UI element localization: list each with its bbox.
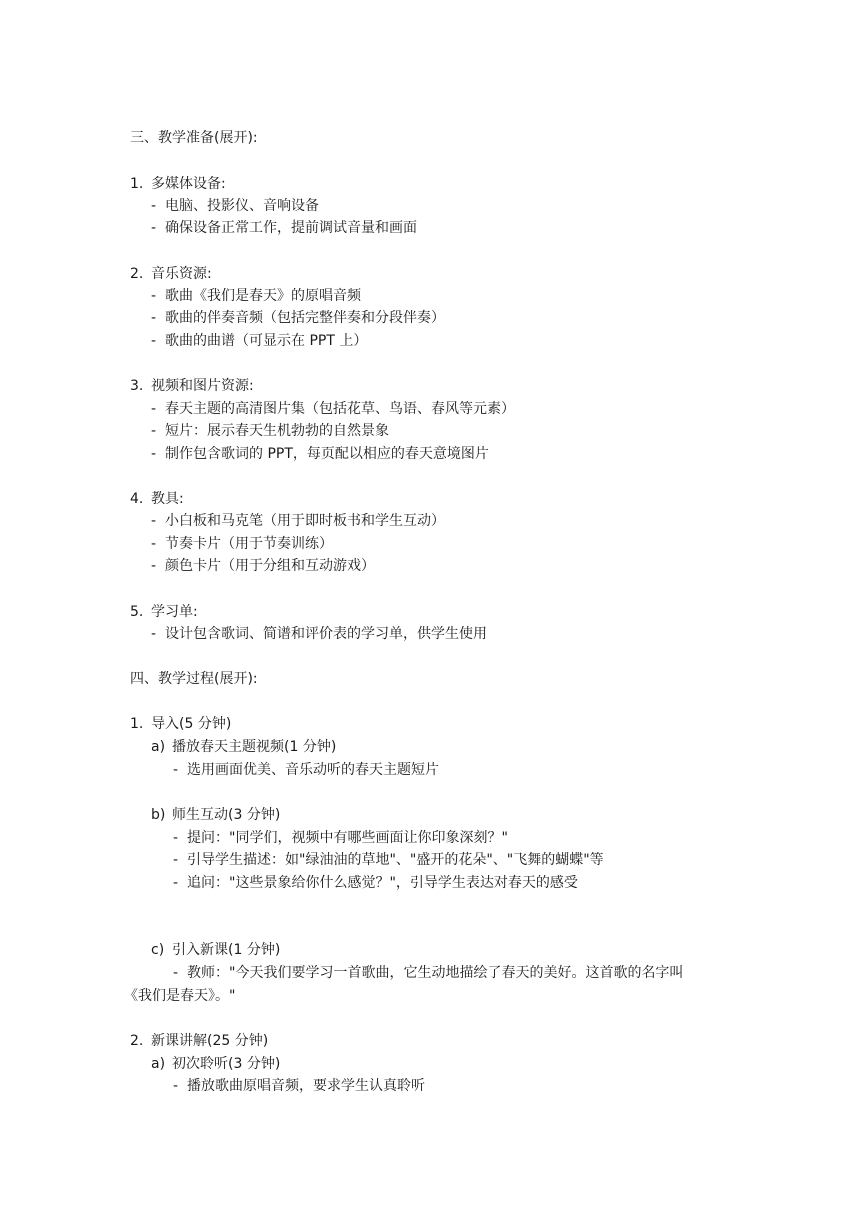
substep-label: b) — [151, 807, 166, 823]
prep-item-1 — [130, 175, 226, 193]
bullet-dash: - — [173, 875, 179, 891]
substep-title: 播放春天主题视频(1 分钟) — [172, 739, 337, 755]
list-item — [151, 309, 445, 327]
substep-label: a) — [151, 739, 166, 755]
list-item-text: 小白板和马克笔（用于即时板书和学生互动） — [165, 513, 445, 529]
list-item-text: 歌曲的伴奏音频（包括完整伴奏和分段伴奏） — [165, 310, 445, 326]
bullet-dash: - — [151, 423, 157, 439]
list-item — [173, 829, 508, 847]
list-item-title: 音乐资源: — [151, 266, 212, 282]
list-item — [151, 512, 445, 530]
list-item-text: 追问："这些景象给你什么感觉？"，引导学生表达对春天的感受 — [187, 875, 578, 891]
list-item — [151, 287, 361, 305]
list-item — [151, 422, 389, 440]
list-item — [151, 219, 417, 237]
prep-item-3 — [130, 377, 254, 395]
list-item-text: 春天主题的高清图片集（包括花草、鸟语、春风等元素） — [165, 401, 515, 417]
list-item-text: 确保设备正常工作，提前调试音量和画面 — [165, 220, 417, 236]
section-heading-prep: 三、教学准备(展开): — [130, 130, 258, 146]
list-item — [151, 625, 487, 643]
bullet-dash: - — [173, 1078, 179, 1094]
substep-b — [151, 806, 280, 824]
list-item-text: 歌曲《我们是春天》的原唱音频 — [165, 288, 361, 304]
list-item-text: 短片：展示春天生机勃勃的自然景象 — [165, 423, 389, 439]
list-item-text: 提问："同学们，视频中有哪些画面让你印象深刻？" — [187, 830, 508, 846]
section-heading-process: 四、教学过程(展开): — [130, 671, 258, 687]
list-item-text: 颜色卡片（用于分组和互动游戏） — [165, 558, 375, 574]
substep-title: 引入新课(1 分钟) — [172, 942, 281, 958]
bullet-dash: - — [151, 310, 157, 326]
substep-c — [151, 941, 280, 959]
list-number: 4. — [130, 491, 144, 507]
substep-label: a) — [151, 1056, 166, 1072]
process-step-1 — [130, 715, 231, 733]
bullet-dash: - — [151, 401, 157, 417]
step-title: 导入(5 分钟) — [151, 716, 232, 732]
list-number: 1. — [130, 176, 144, 192]
substep-title: 初次聆听(3 分钟) — [172, 1056, 281, 1072]
prep-item-2 — [130, 265, 212, 283]
list-item-text: 播放歌曲原唱音频，要求学生认真聆听 — [187, 1078, 425, 1094]
bullet-dash: - — [151, 446, 157, 462]
substep-title: 师生互动(3 分钟) — [172, 807, 281, 823]
list-number: 2. — [130, 266, 144, 282]
bullet-dash: - — [151, 333, 157, 349]
bullet-dash: - — [151, 626, 157, 642]
substep-a — [151, 1055, 280, 1073]
list-item — [151, 445, 489, 463]
list-item-title: 教具: — [151, 491, 184, 507]
list-number: 1. — [130, 716, 144, 732]
list-item-text: 引导学生描述：如"绿油油的草地"、"盛开的花朵"、"飞舞的蝴蝶"等 — [187, 852, 604, 868]
list-item-text: 节奏卡片（用于节奏训练） — [165, 536, 333, 552]
list-item — [173, 874, 578, 892]
list-item-title: 多媒体设备: — [151, 176, 226, 192]
list-item-continuation: 《我们是春天》。" — [124, 988, 236, 1004]
bullet-dash: - — [173, 830, 179, 846]
bullet-dash: - — [151, 558, 157, 574]
bullet-dash: - — [151, 513, 157, 529]
bullet-dash: - — [173, 965, 179, 981]
prep-item-5 — [130, 603, 198, 621]
list-item — [151, 535, 333, 553]
list-item-title: 学习单: — [151, 604, 198, 620]
list-item — [173, 761, 439, 779]
bullet-dash: - — [151, 220, 157, 236]
list-item-title: 视频和图片资源: — [151, 378, 254, 394]
list-item-text: 电脑、投影仪、音响设备 — [165, 198, 319, 214]
list-number: 2. — [130, 1033, 144, 1049]
step-title: 新课讲解(25 分钟) — [151, 1033, 269, 1049]
list-item — [151, 557, 375, 575]
prep-item-4 — [130, 490, 184, 508]
bullet-dash: - — [173, 852, 179, 868]
process-step-2 — [130, 1032, 268, 1050]
list-item-text: 教师："今天我们要学习一首歌曲，它生动地描绘了春天的美好。这首歌的名字叫 — [187, 965, 684, 981]
substep-label: c) — [151, 942, 165, 958]
list-item — [173, 851, 604, 869]
list-item — [151, 400, 515, 418]
list-item — [151, 332, 367, 350]
list-number: 3. — [130, 378, 144, 394]
list-item — [151, 197, 319, 215]
list-item-text: 制作包含歌词的 PPT，每页配以相应的春天意境图片 — [165, 446, 489, 462]
list-item-text: 歌曲的曲谱（可显示在 PPT 上） — [165, 333, 368, 349]
bullet-dash: - — [151, 288, 157, 304]
list-number: 5. — [130, 604, 144, 620]
bullet-dash: - — [151, 198, 157, 214]
list-item-text: 设计包含歌词、简谱和评价表的学习单，供学生使用 — [165, 626, 487, 642]
list-item — [173, 964, 683, 982]
bullet-dash: - — [151, 536, 157, 552]
bullet-dash: - — [173, 762, 179, 778]
list-item-text: 选用画面优美、音乐动听的春天主题短片 — [187, 762, 439, 778]
list-item — [173, 1077, 425, 1095]
substep-a — [151, 738, 336, 756]
